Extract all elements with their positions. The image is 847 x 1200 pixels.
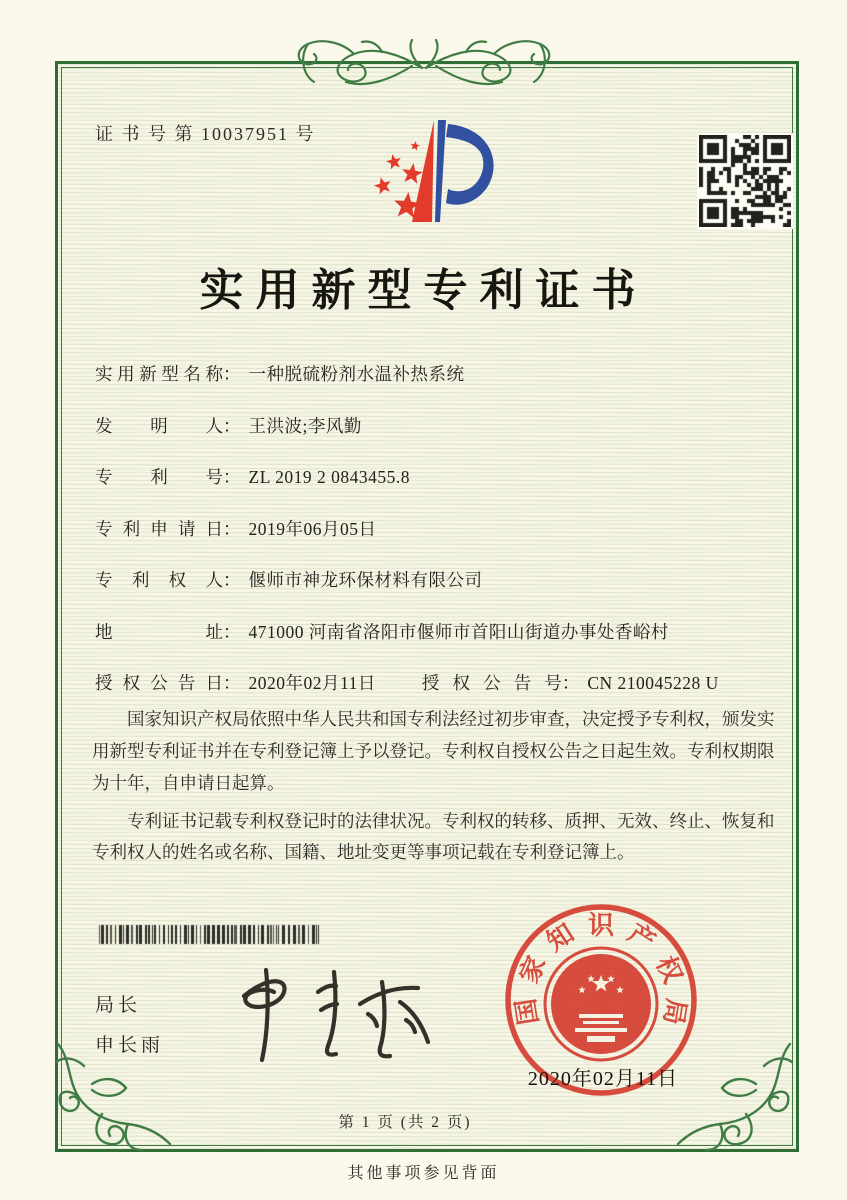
field-value: 2019年06月05日 [248, 518, 377, 539]
field-colon: ： [223, 673, 241, 693]
certificate-title: 实用新型专利证书 [199, 266, 648, 315]
field-row-address [95, 621, 785, 642]
field-colon: ： [223, 518, 241, 539]
svg-text:权: 权 [650, 951, 688, 988]
director-block [95, 986, 164, 1066]
grant-date-pair [95, 673, 376, 693]
cnipa-patent-logo [352, 110, 502, 238]
legal-paragraph-1: 国家知识产权局依照中华人民共和国专利法经过初步审查，决定授予专利权，颁发实用新型专利证书并在专利登记簿上予以登记。专利权自授权公告之日起生效。专利权期限为十年，自申请日起算。 [92, 709, 775, 793]
field-label: 地址 [95, 621, 223, 642]
field-label: 专利申请日 [95, 518, 223, 539]
director-name: 申长雨 [95, 1034, 165, 1056]
back-side-note: 其他事项参见背面 [347, 1165, 500, 1182]
logo-blue-bar [435, 120, 446, 222]
logo-blue-bowl [446, 124, 494, 205]
field-value: ZL 2019 2 0843455.8 [248, 467, 410, 487]
field-label: 专利号 [95, 467, 223, 487]
field-colon: ： [223, 570, 241, 590]
svg-text:局: 局 [658, 996, 691, 1027]
barcode [97, 924, 321, 945]
director-signature [222, 962, 442, 1067]
field-value: 一种脱硫粉剂水温补热系统 [248, 364, 465, 384]
field-row-inventor [95, 415, 785, 436]
certificate-number: 证 书 号 第 10037951 号 [95, 124, 316, 144]
legal-paragraph-2: 专利证书记载专利权登记时的法律状况。专利权的转移、质押、无效、终止、恢复和专利权人的姓名或名称、国籍、地址变更等事项记载在专利登记簿上。 [92, 810, 775, 863]
field-colon: ： [223, 415, 241, 436]
field-colon: ： [223, 364, 241, 384]
svg-text:知: 知 [541, 918, 580, 957]
field-label: 发明人 [95, 415, 223, 436]
field-row-grant [95, 675, 785, 693]
grant-no-pair [422, 673, 719, 693]
legal-text-block [92, 704, 780, 875]
certificate-fields [95, 366, 785, 727]
svg-text:国: 国 [511, 996, 544, 1027]
field-colon: ： [561, 673, 580, 693]
qr-code-canvas [699, 135, 791, 227]
director-title: 局长 [95, 995, 142, 1016]
field-value: 偃师市神龙环保材料有限公司 [248, 570, 483, 590]
seal-date: 2020年02月11日 [527, 1068, 679, 1090]
field-value: 王洪波;李风勤 [248, 415, 362, 436]
field-row-patent-no [95, 469, 785, 487]
field-colon: ： [223, 621, 241, 642]
seal-emblem [545, 948, 657, 1060]
field-row-name [95, 366, 785, 384]
field-label: 授权公告号 [421, 673, 562, 693]
field-label: 授权公告日 [95, 673, 223, 693]
svg-text:产: 产 [622, 918, 661, 957]
grant-no-value: CN 210045228 U [587, 673, 719, 693]
grant-date-value: 2020年02月11日 [248, 673, 376, 693]
field-label: 实用新型名称 [95, 364, 223, 384]
svg-text:家: 家 [514, 951, 552, 988]
qr-code [697, 133, 793, 229]
field-row-patentee [95, 572, 785, 590]
field-label: 专利权人 [95, 570, 223, 590]
field-colon: ： [223, 467, 241, 487]
page-number: 第 1 页 (共 2 页) [338, 1114, 472, 1131]
field-row-filing-date [95, 518, 785, 539]
svg-text:识: 识 [587, 911, 615, 940]
field-value: 471000 河南省洛阳市偃师市首阳山街道办事处香峪村 [248, 621, 669, 642]
